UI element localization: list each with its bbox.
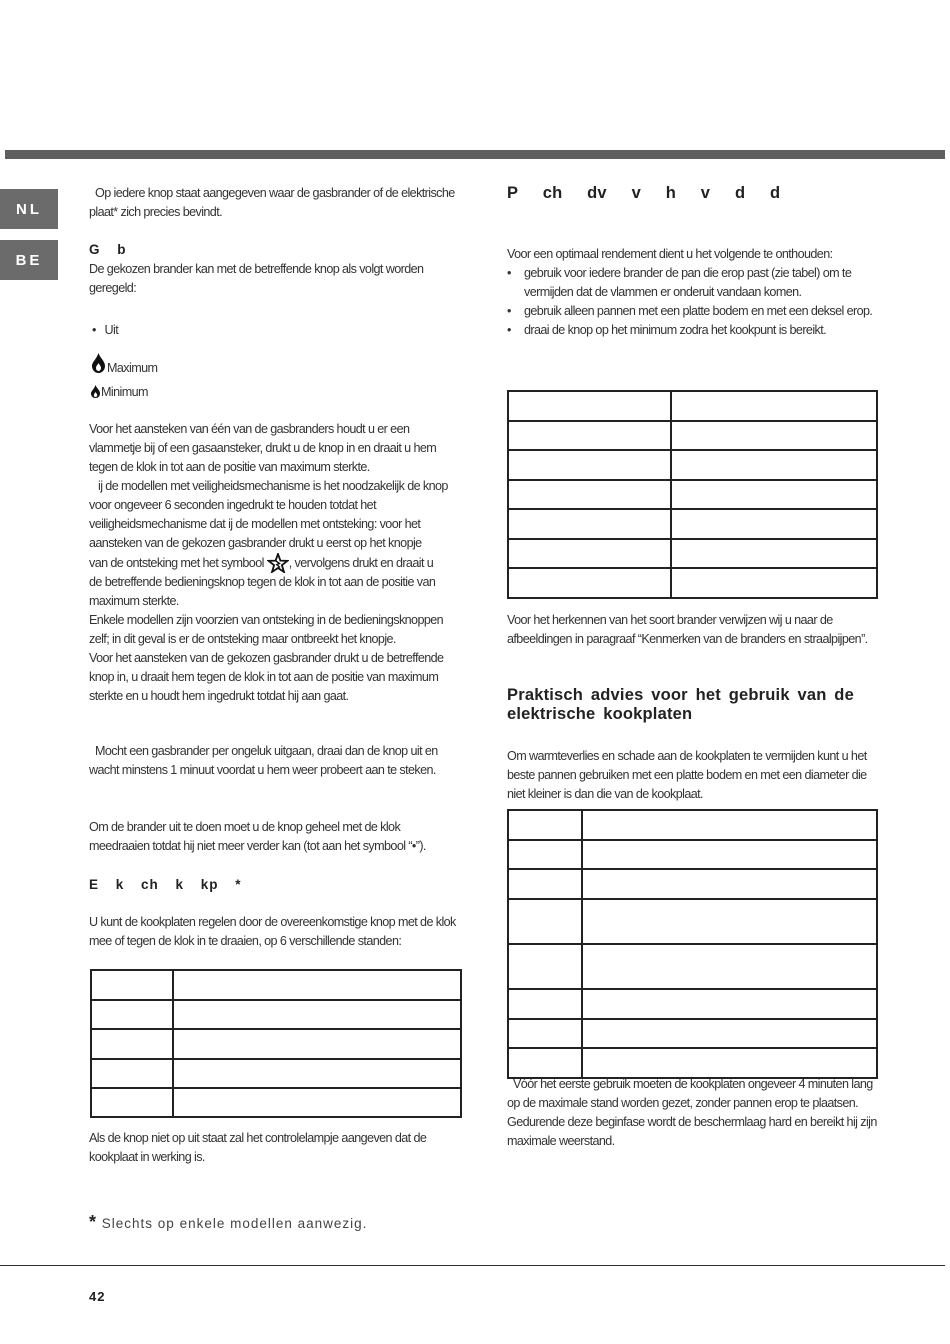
lang-tab-label: BE xyxy=(15,251,43,269)
footnote-star: * xyxy=(89,1212,98,1232)
table-cell xyxy=(671,421,877,450)
table-cell xyxy=(508,1019,582,1048)
table-cell xyxy=(671,509,877,539)
table-row xyxy=(508,1048,877,1078)
lang-tab-nl[interactable] xyxy=(0,189,58,229)
table-cell xyxy=(582,810,877,840)
table-cell xyxy=(582,1019,877,1048)
burner-pan-table xyxy=(507,390,878,599)
table-row xyxy=(508,944,877,989)
electric-text: U kunt de kookplaten regelen door de overeenkomstige knop met de klok mee of tegen de klok in te draaien, op 6 verschillende standen: xyxy=(89,915,456,948)
burner-advice-list: Voor een optimaal rendement dient u het volgende te onthouden: • gebruik voor iedere brander de pan die erop past (zie tabel) om te vermijden dat de vlammen er onderuit vandaan komen. • gebruik alleen pannen met een platte bodem en met een deksel erop. • draai de knop op het minimum zodra het kookpunt is bereikt. xyxy=(507,245,882,340)
turn-off-text: Om de brander uit te doen moet u de knop geheel met de klok meedraaien totdat hij niet meer verder kan (tot aan het symbool “•”). xyxy=(89,820,426,853)
table-cell xyxy=(582,869,877,899)
table-row xyxy=(508,810,877,840)
table-cell xyxy=(582,840,877,869)
table-cell xyxy=(508,944,582,989)
table-row xyxy=(91,1088,461,1117)
small-flame-icon xyxy=(90,384,101,399)
table-cell xyxy=(91,970,173,1000)
table-cell xyxy=(508,989,582,1019)
table-cell xyxy=(582,944,877,989)
table-cell xyxy=(582,989,877,1019)
lang-tab-be[interactable] xyxy=(0,240,58,280)
footnote-text: Slechts op enkele modellen aanwezig. xyxy=(101,1216,368,1231)
ignition-text: Voor het aansteken van één van de gasbranders houdt u er een vlammetje bij of een gasaansteker, drukt u de knop in en draait u hem tegen de klok in tot aan de positie van maximum sterkte. ij de modellen met veiligheidsmechanisme is het noodzakelijk de knop voor ongeveer 6 seconden ingedrukt te houden totdat het veiligheidsmechanisme dat ij de modellen met ontsteking: voor het aansteken van de gekozen gasbrander drukt u eerst op het knopje van de ontsteking met het symbool , vervolgens drukt en draait u de betreffende bedieningsknop tegen de klok in tot aan de positie van maximum sterkte. Enkele modellen zijn voorzien van ontsteking in de bedieningsknoppen zelf; in dit geval is er de ontsteking maar ontbreekt het knopje. Voor het aansteken van de gekozen gasbrander drukt u de betreffende knop in, u draait hem tegen de klok in tot aan de positie van maximum sterkte en u houdt hem ingedrukt totdat hij aan gaat. xyxy=(89,422,448,703)
table-cell xyxy=(91,1029,173,1059)
table-cell xyxy=(91,1059,173,1088)
table-row xyxy=(91,1059,461,1088)
table-cell xyxy=(91,1088,173,1117)
table-cell xyxy=(508,1048,582,1078)
table-cell xyxy=(173,970,461,1000)
gas-text: De gekozen brander kan met de betreffende knop als volgt worden geregeld: xyxy=(89,262,424,295)
table-cell xyxy=(508,450,671,480)
table-cell xyxy=(173,1000,461,1029)
table-cell xyxy=(671,450,877,480)
table-row xyxy=(508,480,877,509)
electric-advice-heading: Praktisch advies voor het gebruik van de elektrische kookplaten xyxy=(507,686,854,723)
table-row xyxy=(508,869,877,899)
lang-tab-label: NL xyxy=(16,200,42,218)
table-row xyxy=(91,970,461,1000)
burner-advice-heading: P ch dv v h v d d xyxy=(507,184,781,202)
table-cell xyxy=(173,1088,461,1117)
table-cell xyxy=(671,391,877,421)
list-item: • draai de knop op het minimum zodra het kookpunt is bereikt. xyxy=(507,321,882,340)
page-number: 42 xyxy=(89,1289,106,1304)
table-cell xyxy=(508,509,671,539)
table-row xyxy=(508,391,877,421)
table-cell xyxy=(508,840,582,869)
table-cell xyxy=(582,1048,877,1078)
electric-advice-text: Om warmteverlies en schade aan de kookplaten te vermijden kunt u het beste pannen gebruiken met een platte bodem en met een diameter die niet kleiner is dan die van de kookplaat. xyxy=(507,749,867,801)
table-row xyxy=(508,450,877,480)
table-row xyxy=(508,989,877,1019)
footnote xyxy=(89,1212,367,1233)
lamp-text: Als de knop niet op uit staat zal het controlelampje aangeven dat de kookplaat in werking is. xyxy=(89,1131,427,1164)
table-row xyxy=(508,509,877,539)
legend-off: • Uit xyxy=(92,323,119,337)
electric-settings-table xyxy=(90,969,462,1118)
table-cell xyxy=(508,899,582,944)
table-cell xyxy=(582,899,877,944)
list-item: • gebruik voor iedere brander de pan die erop past (zie tabel) om te vermijden dat de vlammen er onderuit vandaan komen. xyxy=(507,264,882,302)
table-cell xyxy=(173,1029,461,1059)
header-bar xyxy=(5,150,945,159)
table-row xyxy=(508,899,877,944)
off-dot-icon: • xyxy=(92,323,96,337)
table-cell xyxy=(508,568,671,598)
footer-divider xyxy=(0,1265,945,1266)
table-row xyxy=(91,1000,461,1029)
legend-min: Minimum xyxy=(90,383,148,402)
table-row xyxy=(508,539,877,568)
table-row xyxy=(508,1019,877,1048)
ignition-spark-icon xyxy=(267,553,289,573)
table-row xyxy=(508,421,877,450)
flame-out-text: Mocht een gasbrander per ongeluk uitgaan, draai dan de knop uit en wacht minstens 1 minuut voordat u hem weer probeert aan te steken. xyxy=(89,744,438,777)
table-cell xyxy=(173,1059,461,1088)
table-cell xyxy=(91,1000,173,1029)
gas-heading: G b xyxy=(89,242,127,257)
table-row xyxy=(508,568,877,598)
table-cell xyxy=(671,568,877,598)
first-use-text: Vóór het eerste gebruik moeten de kookplaten ongeveer 4 minuten lang op de maximale stand worden gezet, zonder pannen erop te plaatsen. Gedurende deze beginfase wordt de beschermlaag hard en bereikt hij zijn maximale weerstand. xyxy=(507,1077,877,1148)
table-cell xyxy=(508,391,671,421)
electric-heading: E k ch k kp * xyxy=(89,877,242,892)
table-row xyxy=(91,1029,461,1059)
legend-max: Maximum xyxy=(90,352,157,378)
table-cell xyxy=(508,480,671,509)
intro-text: Op iedere knop staat aangegeven waar de gasbrander of de elektrische plaat* zich precies bevindt. xyxy=(89,186,455,219)
table-cell xyxy=(671,480,877,509)
burner-reference-text: Voor het herkennen van het soort brander verwijzen wij u naar de afbeeldingen in paragraaf “Kenmerken van de branders en straalpijpen”. xyxy=(507,613,868,646)
table-cell xyxy=(508,539,671,568)
table-row xyxy=(508,840,877,869)
table-cell xyxy=(508,869,582,899)
large-flame-icon xyxy=(90,352,107,374)
electric-pan-table xyxy=(507,809,878,1079)
table-cell xyxy=(671,539,877,568)
table-cell xyxy=(508,810,582,840)
list-item: • gebruik alleen pannen met een platte bodem en met een deksel erop. xyxy=(507,302,882,321)
table-cell xyxy=(508,421,671,450)
